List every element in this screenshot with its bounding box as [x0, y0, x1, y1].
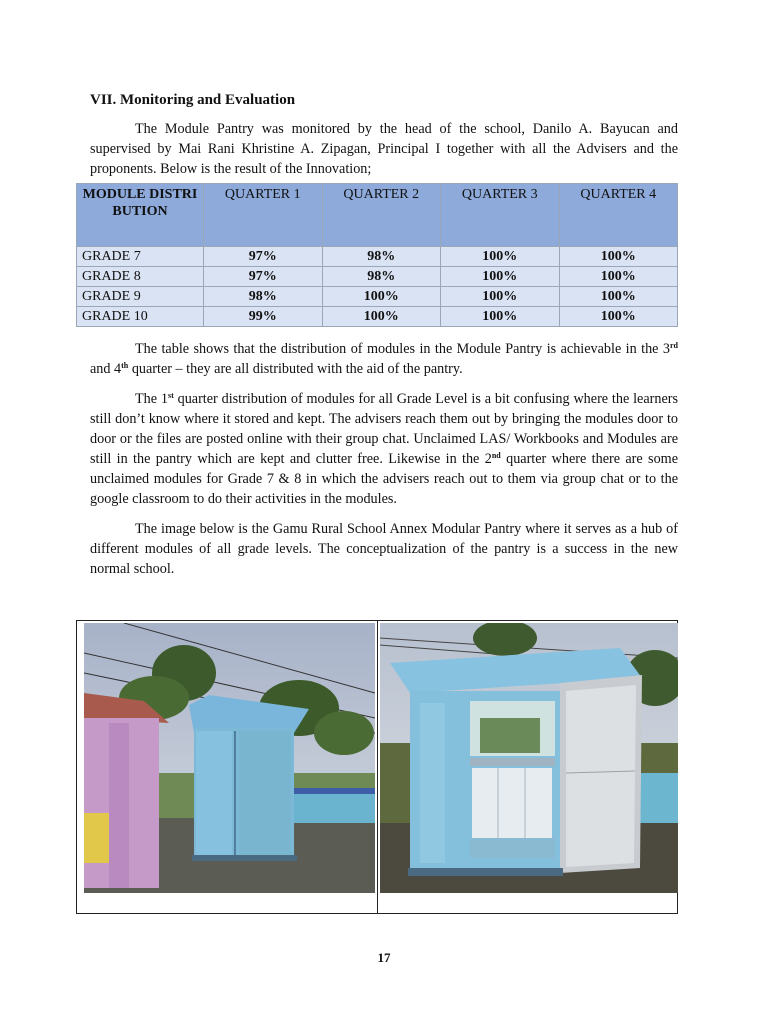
value-cell: 100%	[559, 287, 678, 307]
pantry-closed-photo	[84, 623, 375, 893]
page-number: 17	[377, 950, 391, 965]
value-cell: 100%	[559, 267, 678, 287]
grade-cell: GRADE 9	[77, 287, 204, 307]
document-page	[82, 92, 678, 589]
grade-cell: GRADE 7	[77, 247, 204, 267]
table-row	[77, 247, 678, 267]
grade-cell: GRADE 8	[77, 267, 204, 287]
value-cell: 100%	[559, 307, 678, 327]
value-cell: 98%	[204, 287, 323, 307]
header-module-distribution: MODULE DISTRIBUTION	[77, 184, 204, 247]
table-summary-paragraph: The table shows that the distribution of modules in the Module Pantry is achievable in the 3rd and 4th quarter – they are all distributed with the aid of the pantry.	[90, 341, 678, 377]
header-quarter-1: QUARTER 1	[204, 184, 323, 247]
value-cell: 100%	[322, 287, 441, 307]
quarter-distribution-paragraph: The 1st quarter distribution of modules for all Grade Level is a bit confusing where the learners still don’t know where it stored and kept. The advisers reach them out by bringing the modules door to door or the files are posted online with their group chat. Unclaimed LAS/ Workbooks and Modules are still in the pantry which are kept and clutter free. Likewise in the 2nd quarter where there are some unclaimed modules for Grade 7 & 8 in which the advisers reach out to them via group chat or to the google classroom to do their activities in the modules.	[90, 391, 678, 507]
value-cell: 100%	[441, 267, 560, 287]
value-cell: 100%	[441, 307, 560, 327]
header-quarter-2: QUARTER 2	[322, 184, 441, 247]
section-heading: VII. Monitoring and Evaluation	[90, 92, 296, 108]
value-cell: 97%	[204, 267, 323, 287]
value-cell: 100%	[559, 247, 678, 267]
pantry-description-paragraph: The image below is the Gamu Rural School Annex Modular Pantry where it serves as a hub of different modules of all grade levels. The conceptualization of the pantry is a success in the new normal school.	[90, 521, 678, 577]
value-cell: 98%	[322, 247, 441, 267]
photo-divider	[377, 621, 378, 913]
value-cell: 100%	[441, 287, 560, 307]
table-header-row	[77, 184, 678, 247]
table-row	[77, 267, 678, 287]
value-cell: 100%	[441, 247, 560, 267]
value-cell: 99%	[204, 307, 323, 327]
value-cell: 97%	[204, 247, 323, 267]
value-cell: 98%	[322, 267, 441, 287]
table-row	[77, 287, 678, 307]
intro-paragraph: The Module Pantry was monitored by the head of the school, Danilo A. Bayucan and supervised by Mai Rani Khristine A. Zipagan, Principal I together with all the Advisers and the proponents. Below is the result of the Innovation;	[90, 121, 678, 177]
photo-table	[76, 620, 678, 914]
header-quarter-4: QUARTER 4	[559, 184, 678, 247]
grade-cell: GRADE 10	[77, 307, 204, 327]
header-quarter-3: QUARTER 3	[441, 184, 560, 247]
pantry-open-photo	[380, 623, 678, 893]
results-table	[76, 183, 678, 327]
table-row	[77, 307, 678, 327]
value-cell: 100%	[322, 307, 441, 327]
